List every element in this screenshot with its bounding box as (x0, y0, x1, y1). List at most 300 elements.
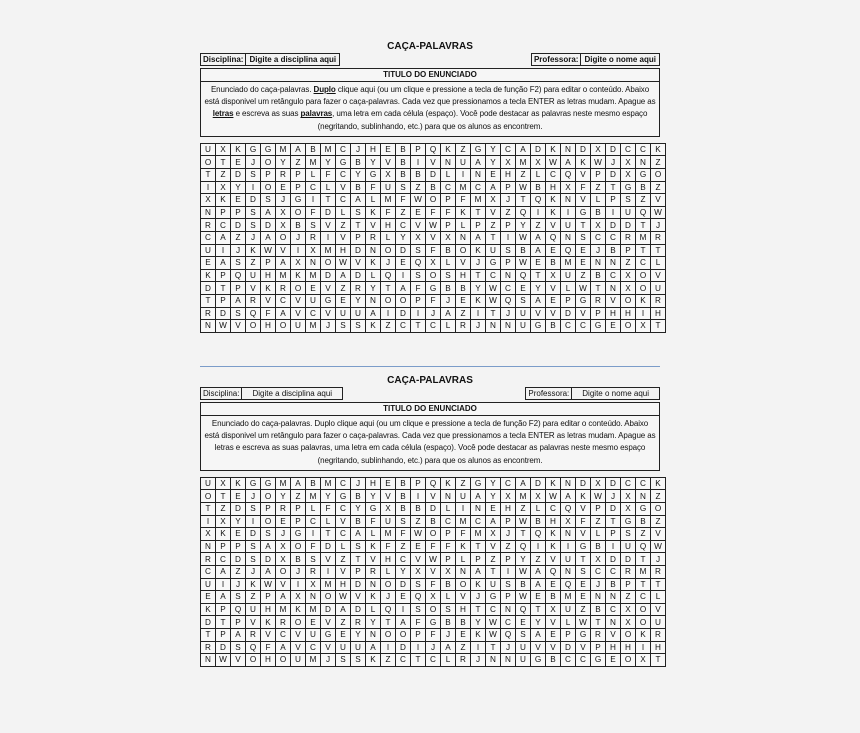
grid-cell[interactable]: T (381, 616, 396, 629)
grid-cell[interactable]: V (546, 641, 561, 654)
grid-cell[interactable]: T (606, 515, 621, 528)
grid-cell[interactable]: J (246, 565, 261, 578)
grid-cell[interactable]: L (366, 603, 381, 616)
grid-cell[interactable]: E (456, 294, 471, 307)
grid-cell[interactable]: D (321, 540, 336, 553)
grid-cell[interactable]: I (396, 603, 411, 616)
grid-cell[interactable]: U (561, 269, 576, 282)
grid-cell[interactable]: L (306, 169, 321, 182)
grid-cell[interactable]: E (201, 591, 216, 604)
grid-cell[interactable]: U (621, 540, 636, 553)
grid-cell[interactable]: W (411, 194, 426, 207)
grid-cell[interactable]: K (471, 294, 486, 307)
grid-cell[interactable]: S (246, 169, 261, 182)
grid-cell[interactable]: E (231, 156, 246, 169)
grid-cell[interactable]: Z (621, 591, 636, 604)
grid-cell[interactable]: S (441, 603, 456, 616)
grid-cell[interactable]: L (441, 257, 456, 270)
grid-cell[interactable]: W (591, 156, 606, 169)
grid-cell[interactable]: E (456, 628, 471, 641)
grid-cell[interactable]: O (246, 320, 261, 333)
grid-cell[interactable]: C (336, 528, 351, 541)
grid-cell[interactable]: S (396, 181, 411, 194)
grid-cell[interactable]: W (546, 490, 561, 503)
grid-cell[interactable]: X (621, 282, 636, 295)
grid-cell[interactable]: T (531, 269, 546, 282)
grid-cell[interactable]: C (276, 294, 291, 307)
grid-cell[interactable]: E (606, 654, 621, 667)
statement-text[interactable] (201, 82, 659, 136)
grid-cell[interactable]: W (651, 540, 666, 553)
grid-cell[interactable]: V (546, 282, 561, 295)
grid-cell[interactable]: R (276, 503, 291, 516)
grid-cell[interactable]: X (531, 490, 546, 503)
grid-cell[interactable]: S (231, 591, 246, 604)
grid-cell[interactable]: N (486, 654, 501, 667)
grid-cell[interactable]: H (381, 219, 396, 232)
grid-cell[interactable]: S (336, 654, 351, 667)
grid-cell[interactable]: Z (456, 477, 471, 490)
grid-cell[interactable]: A (531, 231, 546, 244)
grid-cell[interactable]: D (561, 641, 576, 654)
grid-cell[interactable]: E (201, 257, 216, 270)
grid-cell[interactable]: V (321, 641, 336, 654)
grid-cell[interactable]: V (276, 578, 291, 591)
grid-cell[interactable]: B (351, 490, 366, 503)
grid-cell[interactable]: D (351, 244, 366, 257)
grid-cell[interactable]: N (561, 231, 576, 244)
grid-cell[interactable]: C (336, 477, 351, 490)
grid-cell[interactable]: D (606, 143, 621, 156)
grid-cell[interactable]: R (201, 219, 216, 232)
grid-cell[interactable]: N (366, 578, 381, 591)
grid-cell[interactable]: U (201, 578, 216, 591)
grid-cell[interactable]: A (471, 156, 486, 169)
grid-cell[interactable]: M (321, 477, 336, 490)
grid-cell[interactable]: K (471, 628, 486, 641)
grid-cell[interactable]: R (306, 565, 321, 578)
grid-cell[interactable]: L (441, 503, 456, 516)
grid-cell[interactable]: B (606, 244, 621, 257)
grid-cell[interactable]: T (381, 282, 396, 295)
grid-cell[interactable]: E (576, 244, 591, 257)
grid-cell[interactable]: V (576, 307, 591, 320)
grid-cell[interactable]: Z (651, 515, 666, 528)
grid-cell[interactable]: Q (381, 603, 396, 616)
grid-cell[interactable]: N (591, 591, 606, 604)
grid-cell[interactable]: W (651, 206, 666, 219)
grid-cell[interactable]: I (216, 244, 231, 257)
grid-cell[interactable]: A (261, 565, 276, 578)
grid-cell[interactable]: A (441, 307, 456, 320)
grid-cell[interactable]: Q (246, 641, 261, 654)
grid-cell[interactable]: V (411, 219, 426, 232)
grid-cell[interactable]: N (471, 169, 486, 182)
grid-cell[interactable]: Y (396, 565, 411, 578)
grid-cell[interactable]: T (201, 628, 216, 641)
grid-cell[interactable]: I (471, 307, 486, 320)
grid-cell[interactable]: D (396, 307, 411, 320)
grid-cell[interactable]: Y (471, 282, 486, 295)
grid-cell[interactable]: O (381, 294, 396, 307)
grid-cell[interactable]: I (306, 528, 321, 541)
grid-cell[interactable]: D (606, 477, 621, 490)
grid-cell[interactable]: W (261, 244, 276, 257)
grid-cell[interactable]: V (336, 515, 351, 528)
grid-cell[interactable]: Y (351, 169, 366, 182)
grid-cell[interactable]: X (636, 654, 651, 667)
grid-cell[interactable]: Z (216, 503, 231, 516)
grid-cell[interactable]: L (651, 591, 666, 604)
grid-cell[interactable]: H (261, 269, 276, 282)
grid-cell[interactable]: V (546, 219, 561, 232)
grid-cell[interactable]: C (606, 565, 621, 578)
grid-cell[interactable]: K (546, 206, 561, 219)
grid-cell[interactable]: N (471, 503, 486, 516)
grid-cell[interactable]: F (261, 307, 276, 320)
grid-cell[interactable]: G (531, 320, 546, 333)
grid-cell[interactable]: T (651, 320, 666, 333)
grid-cell[interactable]: C (606, 231, 621, 244)
grid-cell[interactable]: F (321, 503, 336, 516)
grid-cell[interactable]: R (351, 282, 366, 295)
grid-cell[interactable]: Y (531, 616, 546, 629)
grid-cell[interactable]: M (306, 156, 321, 169)
grid-cell[interactable]: F (456, 194, 471, 207)
grid-cell[interactable]: T (591, 616, 606, 629)
grid-cell[interactable]: A (216, 591, 231, 604)
grid-cell[interactable]: E (231, 528, 246, 541)
grid-cell[interactable]: Z (336, 219, 351, 232)
grid-cell[interactable]: E (546, 578, 561, 591)
grid-cell[interactable]: U (306, 628, 321, 641)
grid-cell[interactable]: W (216, 654, 231, 667)
grid-cell[interactable]: O (621, 294, 636, 307)
grid-cell[interactable]: D (351, 603, 366, 616)
grid-cell[interactable]: F (426, 628, 441, 641)
grid-cell[interactable]: B (546, 320, 561, 333)
grid-cell[interactable]: T (216, 490, 231, 503)
grid-cell[interactable]: X (276, 540, 291, 553)
grid-cell[interactable]: A (216, 231, 231, 244)
grid-cell[interactable]: B (591, 603, 606, 616)
grid-cell[interactable]: D (321, 603, 336, 616)
grid-cell[interactable]: N (561, 477, 576, 490)
grid-cell[interactable]: V (261, 628, 276, 641)
grid-cell[interactable]: V (291, 641, 306, 654)
grid-cell[interactable]: F (261, 641, 276, 654)
grid-cell[interactable]: Q (561, 578, 576, 591)
grid-cell[interactable]: P (606, 194, 621, 207)
grid-cell[interactable]: A (336, 269, 351, 282)
grid-cell[interactable]: K (291, 603, 306, 616)
grid-cell[interactable]: O (201, 490, 216, 503)
grid-cell[interactable]: W (216, 320, 231, 333)
grid-cell[interactable]: M (471, 528, 486, 541)
grid-cell[interactable]: M (636, 231, 651, 244)
grid-cell[interactable]: S (246, 206, 261, 219)
grid-cell[interactable]: C (486, 603, 501, 616)
grid-cell[interactable]: V (651, 269, 666, 282)
grid-cell[interactable]: K (441, 143, 456, 156)
grid-cell[interactable]: K (471, 578, 486, 591)
grid-cell[interactable]: R (351, 616, 366, 629)
grid-cell[interactable]: M (561, 591, 576, 604)
grid-cell[interactable]: Q (636, 206, 651, 219)
grid-cell[interactable]: T (486, 641, 501, 654)
grid-cell[interactable]: E (606, 320, 621, 333)
grid-cell[interactable]: A (471, 490, 486, 503)
grid-cell[interactable]: A (351, 194, 366, 207)
grid-cell[interactable]: F (366, 181, 381, 194)
grid-cell[interactable]: M (321, 578, 336, 591)
grid-cell[interactable]: W (486, 294, 501, 307)
grid-cell[interactable]: P (231, 616, 246, 629)
grid-cell[interactable]: D (606, 553, 621, 566)
grid-cell[interactable]: K (216, 194, 231, 207)
grid-cell[interactable]: L (651, 257, 666, 270)
grid-cell[interactable]: S (261, 194, 276, 207)
grid-cell[interactable]: M (561, 257, 576, 270)
grid-cell[interactable]: N (606, 591, 621, 604)
grid-cell[interactable]: G (261, 477, 276, 490)
grid-cell[interactable]: H (366, 143, 381, 156)
grid-cell[interactable]: P (231, 206, 246, 219)
grid-cell[interactable]: K (636, 294, 651, 307)
grid-cell[interactable]: Z (381, 320, 396, 333)
grid-cell[interactable]: B (291, 553, 306, 566)
grid-cell[interactable]: T (201, 294, 216, 307)
grid-cell[interactable]: C (501, 143, 516, 156)
grid-cell[interactable]: H (501, 503, 516, 516)
grid-cell[interactable]: D (606, 169, 621, 182)
grid-cell[interactable]: K (291, 269, 306, 282)
grid-cell[interactable]: V (381, 156, 396, 169)
grid-cell[interactable]: K (246, 244, 261, 257)
grid-cell[interactable]: X (276, 553, 291, 566)
grid-cell[interactable]: K (261, 282, 276, 295)
grid-cell[interactable]: T (531, 603, 546, 616)
grid-cell[interactable]: P (606, 528, 621, 541)
grid-cell[interactable]: V (231, 654, 246, 667)
grid-cell[interactable]: C (336, 194, 351, 207)
grid-cell[interactable]: X (306, 244, 321, 257)
grid-cell[interactable]: X (216, 181, 231, 194)
grid-cell[interactable]: P (216, 603, 231, 616)
grid-cell[interactable]: K (636, 628, 651, 641)
grid-cell[interactable]: V (321, 616, 336, 629)
grid-cell[interactable]: M (276, 603, 291, 616)
grid-cell[interactable]: M (276, 143, 291, 156)
grid-cell[interactable]: V (651, 528, 666, 541)
grid-cell[interactable]: X (561, 515, 576, 528)
grid-cell[interactable]: V (606, 628, 621, 641)
grid-cell[interactable]: Z (411, 181, 426, 194)
grid-cell[interactable]: P (441, 553, 456, 566)
grid-cell[interactable]: S (576, 231, 591, 244)
grid-cell[interactable]: K (201, 603, 216, 616)
grid-cell[interactable]: C (591, 565, 606, 578)
grid-cell[interactable]: W (546, 156, 561, 169)
grid-cell[interactable]: I (531, 540, 546, 553)
grid-cell[interactable]: M (276, 477, 291, 490)
grid-cell[interactable]: S (351, 654, 366, 667)
grid-cell[interactable]: W (336, 591, 351, 604)
grid-cell[interactable]: G (321, 628, 336, 641)
grid-cell[interactable]: I (636, 307, 651, 320)
grid-cell[interactable]: Y (366, 616, 381, 629)
grid-cell[interactable]: R (456, 654, 471, 667)
grid-cell[interactable]: N (606, 257, 621, 270)
grid-cell[interactable]: Z (621, 257, 636, 270)
grid-cell[interactable]: G (366, 169, 381, 182)
grid-cell[interactable]: Z (291, 490, 306, 503)
grid-cell[interactable]: G (576, 628, 591, 641)
grid-cell[interactable]: Y (366, 156, 381, 169)
grid-cell[interactable]: P (291, 169, 306, 182)
grid-cell[interactable]: D (246, 194, 261, 207)
grid-cell[interactable]: E (336, 628, 351, 641)
grid-cell[interactable]: L (381, 231, 396, 244)
grid-cell[interactable]: Z (486, 553, 501, 566)
grid-cell[interactable]: A (486, 181, 501, 194)
grid-cell[interactable]: N (561, 194, 576, 207)
grid-cell[interactable]: U (456, 156, 471, 169)
grid-cell[interactable]: M (516, 490, 531, 503)
grid-cell[interactable]: D (321, 269, 336, 282)
grid-cell[interactable]: Z (651, 181, 666, 194)
grid-cell[interactable]: C (396, 320, 411, 333)
grid-cell[interactable]: C (576, 320, 591, 333)
grid-cell[interactable]: Z (336, 553, 351, 566)
grid-cell[interactable]: Y (366, 282, 381, 295)
grid-cell[interactable]: G (336, 156, 351, 169)
grid-cell[interactable]: T (216, 282, 231, 295)
grid-cell[interactable]: C (336, 503, 351, 516)
grid-cell[interactable]: H (621, 307, 636, 320)
grid-cell[interactable]: Z (456, 307, 471, 320)
grid-cell[interactable]: K (366, 257, 381, 270)
grid-cell[interactable]: Z (576, 603, 591, 616)
grid-cell[interactable]: U (381, 515, 396, 528)
grid-cell[interactable]: Q (561, 503, 576, 516)
grid-cell[interactable]: I (201, 515, 216, 528)
discipline-field[interactable] (200, 53, 340, 66)
grid-cell[interactable]: R (591, 628, 606, 641)
grid-cell[interactable]: R (306, 231, 321, 244)
grid-cell[interactable]: S (351, 320, 366, 333)
grid-cell[interactable]: R (201, 307, 216, 320)
grid-cell[interactable]: L (531, 169, 546, 182)
grid-cell[interactable]: L (456, 553, 471, 566)
grid-cell[interactable]: K (546, 143, 561, 156)
grid-cell[interactable]: F (441, 540, 456, 553)
grid-cell[interactable]: S (441, 269, 456, 282)
grid-cell[interactable]: V (276, 244, 291, 257)
grid-cell[interactable]: O (636, 616, 651, 629)
grid-cell[interactable]: X (201, 194, 216, 207)
grid-cell[interactable]: E (411, 540, 426, 553)
grid-cell[interactable]: D (396, 578, 411, 591)
grid-cell[interactable]: B (636, 181, 651, 194)
grid-cell[interactable]: M (321, 244, 336, 257)
grid-cell[interactable]: O (261, 156, 276, 169)
grid-cell[interactable]: U (486, 578, 501, 591)
grid-cell[interactable]: P (261, 169, 276, 182)
grid-cell[interactable]: I (411, 490, 426, 503)
grid-cell[interactable]: F (306, 206, 321, 219)
grid-cell[interactable]: U (336, 307, 351, 320)
grid-cell[interactable]: J (426, 307, 441, 320)
grid-cell[interactable]: D (561, 307, 576, 320)
grid-cell[interactable]: Q (246, 307, 261, 320)
grid-cell[interactable]: G (261, 143, 276, 156)
grid-cell[interactable]: K (546, 194, 561, 207)
grid-cell[interactable]: O (651, 169, 666, 182)
grid-cell[interactable]: T (471, 540, 486, 553)
grid-cell[interactable]: C (576, 654, 591, 667)
grid-cell[interactable]: O (636, 282, 651, 295)
grid-cell[interactable]: O (621, 320, 636, 333)
grid-cell[interactable]: F (381, 540, 396, 553)
grid-cell[interactable]: S (351, 206, 366, 219)
grid-cell[interactable]: G (591, 654, 606, 667)
grid-cell[interactable]: O (426, 528, 441, 541)
grid-cell[interactable]: L (561, 616, 576, 629)
grid-cell[interactable]: G (246, 143, 261, 156)
grid-cell[interactable]: Q (411, 591, 426, 604)
grid-cell[interactable]: B (441, 244, 456, 257)
grid-cell[interactable]: B (351, 156, 366, 169)
grid-cell[interactable]: A (351, 528, 366, 541)
grid-cell[interactable]: Y (321, 490, 336, 503)
grid-cell[interactable]: T (651, 654, 666, 667)
grid-cell[interactable]: M (516, 156, 531, 169)
grid-cell[interactable]: O (291, 282, 306, 295)
grid-cell[interactable]: N (606, 282, 621, 295)
grid-cell[interactable]: P (216, 269, 231, 282)
grid-cell[interactable]: V (486, 540, 501, 553)
grid-cell[interactable]: J (441, 628, 456, 641)
grid-cell[interactable]: Z (291, 156, 306, 169)
grid-cell[interactable]: V (426, 490, 441, 503)
grid-cell[interactable]: I (411, 307, 426, 320)
grid-cell[interactable]: R (651, 294, 666, 307)
grid-cell[interactable]: A (336, 603, 351, 616)
grid-cell[interactable]: U (621, 206, 636, 219)
grid-cell[interactable]: L (531, 503, 546, 516)
grid-cell[interactable]: C (216, 219, 231, 232)
grid-cell[interactable]: A (276, 307, 291, 320)
grid-cell[interactable]: K (471, 244, 486, 257)
grid-cell[interactable]: S (306, 553, 321, 566)
grid-cell[interactable]: V (456, 591, 471, 604)
grid-cell[interactable]: T (201, 503, 216, 516)
grid-cell[interactable]: R (456, 320, 471, 333)
grid-cell[interactable]: E (336, 294, 351, 307)
grid-cell[interactable]: U (201, 244, 216, 257)
grid-cell[interactable]: N (366, 294, 381, 307)
grid-cell[interactable]: X (426, 257, 441, 270)
grid-cell[interactable]: P (501, 257, 516, 270)
grid-cell[interactable]: N (591, 257, 606, 270)
grid-cell[interactable]: M (306, 654, 321, 667)
grid-cell[interactable]: A (366, 307, 381, 320)
grid-cell[interactable]: I (381, 641, 396, 654)
grid-cell[interactable]: S (411, 269, 426, 282)
grid-cell[interactable]: L (441, 654, 456, 667)
grid-cell[interactable]: K (546, 540, 561, 553)
